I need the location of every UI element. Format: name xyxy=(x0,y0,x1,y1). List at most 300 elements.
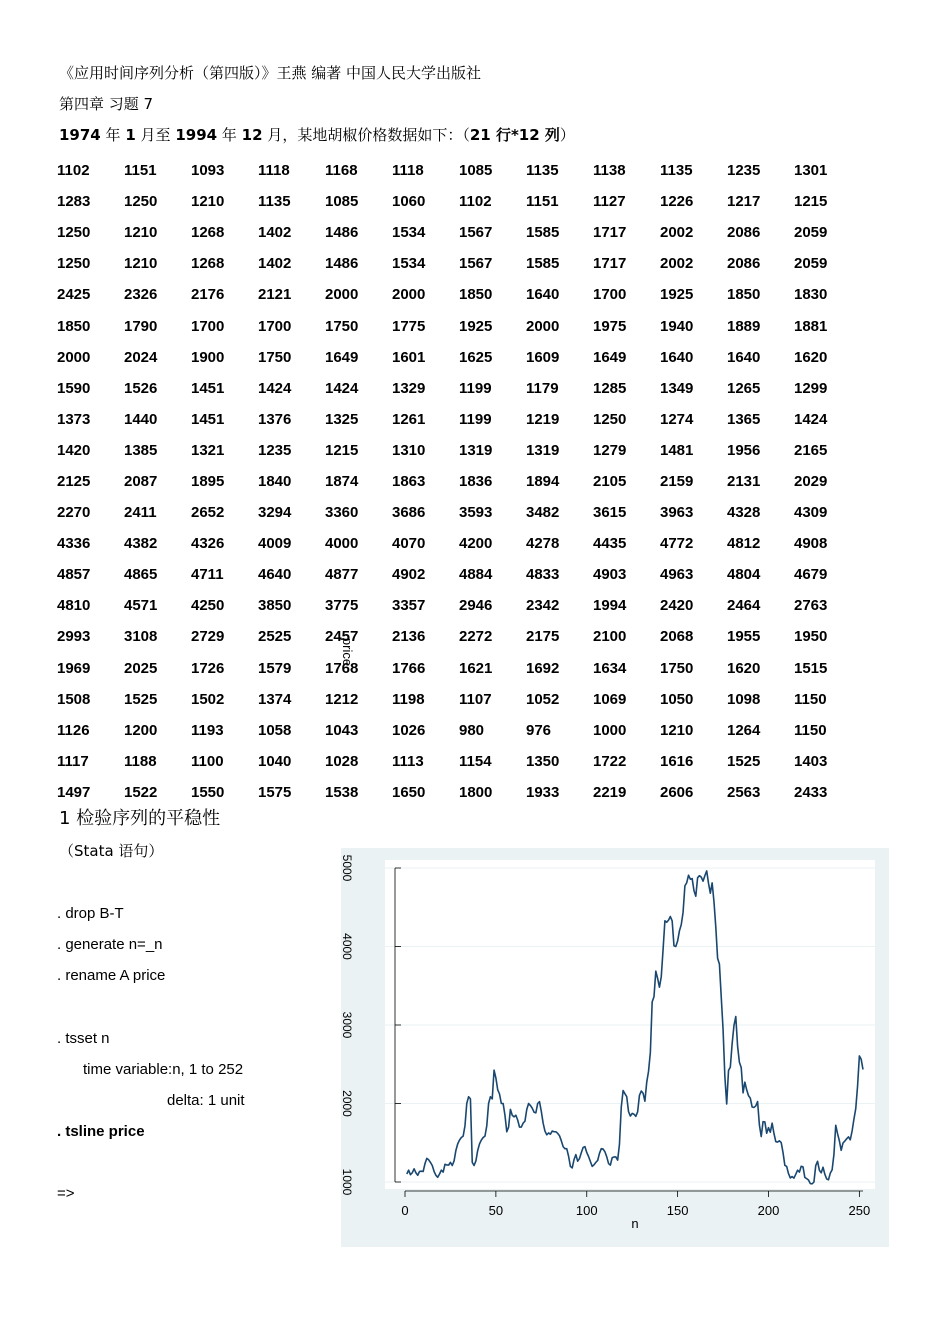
table-cell: 1212 xyxy=(325,690,359,708)
table-cell: 1210 xyxy=(124,224,158,242)
table-cell: 1526 xyxy=(124,379,158,397)
table-cell: 4884 xyxy=(459,566,493,584)
table-cell: 1210 xyxy=(124,255,158,273)
table-cell: 1168 xyxy=(325,162,358,180)
table-cell: 1522 xyxy=(124,783,158,801)
table-cell: 2342 xyxy=(526,597,560,615)
table-cell: 1264 xyxy=(727,721,761,739)
table-cell: 1151 xyxy=(124,162,157,180)
table-cell: 1135 xyxy=(660,162,693,180)
table-cell: 1424 xyxy=(794,410,828,428)
table-cell: 2086 xyxy=(727,255,761,273)
table-cell: 2025 xyxy=(124,659,158,677)
table-cell: 1085 xyxy=(325,193,359,211)
table-cell: 4711 xyxy=(191,566,224,584)
table-cell: 1424 xyxy=(325,379,359,397)
table-cell: 2136 xyxy=(392,628,426,646)
table-cell: 1052 xyxy=(526,690,560,708)
start-year: 1974 xyxy=(59,126,101,144)
table-cell: 1534 xyxy=(392,255,426,273)
command-rename: . rename A price xyxy=(57,967,166,984)
table-cell: 2420 xyxy=(660,597,694,615)
y-axis-label: price xyxy=(340,637,355,667)
table-cell: 2125 xyxy=(57,472,91,490)
table-cell: 1365 xyxy=(727,410,761,428)
table-cell: 1766 xyxy=(392,659,426,677)
table-cell: 4810 xyxy=(57,597,91,615)
table-cell: 1402 xyxy=(258,224,292,242)
table-row xyxy=(57,497,861,528)
table-cell: 1700 xyxy=(593,286,627,304)
x-tick-label: 50 xyxy=(488,1203,504,1218)
table-cell: 1800 xyxy=(459,783,493,801)
table-cell: 2993 xyxy=(57,628,91,646)
table-row xyxy=(57,653,861,684)
table-cell: 4679 xyxy=(794,566,828,584)
command-tsset: . tsset n xyxy=(57,1030,110,1047)
table-cell: 2729 xyxy=(191,628,225,646)
table-cell: 1040 xyxy=(258,752,292,770)
table-cell: 1235 xyxy=(727,162,761,180)
table-cell: 1050 xyxy=(660,690,694,708)
table-row xyxy=(57,248,861,279)
table-cell: 2105 xyxy=(593,472,627,490)
table-cell: 1135 xyxy=(258,193,291,211)
table-cell: 1235 xyxy=(258,441,292,459)
table-cell: 1525 xyxy=(727,752,761,770)
table-cell: 1199 xyxy=(459,379,492,397)
table-cell: 1319 xyxy=(459,441,493,459)
table-cell: 1508 xyxy=(57,690,91,708)
table-cell: 2176 xyxy=(191,286,225,304)
table-cell: 1043 xyxy=(325,721,359,739)
table-cell: 1000 xyxy=(593,721,627,739)
table-cell: 1840 xyxy=(258,472,292,490)
table-cell: 2159 xyxy=(660,472,694,490)
table-cell: 1956 xyxy=(727,441,761,459)
table-cell: 1102 xyxy=(57,162,90,180)
table-cell: 1900 xyxy=(191,348,225,366)
table-cell: 1650 xyxy=(392,783,426,801)
table-cell: 2165 xyxy=(794,441,828,459)
table-cell: 1575 xyxy=(258,783,292,801)
table-cell: 1451 xyxy=(191,379,225,397)
table-cell: 1060 xyxy=(392,193,426,211)
table-cell: 1226 xyxy=(660,193,694,211)
table-cell: 1150 xyxy=(794,721,827,739)
command-drop: . drop B-T xyxy=(57,905,124,922)
table-cell: 1329 xyxy=(392,379,426,397)
table-cell: 1215 xyxy=(325,441,359,459)
table-cell: 1274 xyxy=(660,410,694,428)
table-cell: 1118 xyxy=(258,162,290,180)
table-cell: 1863 xyxy=(392,472,426,490)
table-cell: 1268 xyxy=(191,224,225,242)
table-cell: 4963 xyxy=(660,566,694,584)
table-cell: 2002 xyxy=(660,224,694,242)
table-cell: 1775 xyxy=(392,317,426,335)
table-cell: 4833 xyxy=(526,566,560,584)
y-tick-label: 1000 xyxy=(340,1168,354,1196)
table-cell: 1894 xyxy=(526,472,560,490)
table-cell: 2131 xyxy=(727,472,761,490)
table-cell: 2525 xyxy=(258,628,292,646)
table-cell: 1940 xyxy=(660,317,694,335)
table-cell: 1616 xyxy=(660,752,694,770)
table-cell: 2000 xyxy=(57,348,91,366)
table-cell: 1250 xyxy=(593,410,627,428)
table-row xyxy=(57,466,861,497)
table-cell: 3686 xyxy=(392,504,426,522)
table-cell: 1640 xyxy=(660,348,694,366)
table-cell: 1179 xyxy=(526,379,559,397)
chapter-heading: 第四章 习题 7 xyxy=(59,95,154,113)
table-cell: 4857 xyxy=(57,566,91,584)
table-cell: 4382 xyxy=(124,535,158,553)
table-cell: 1836 xyxy=(459,472,493,490)
table-cell: 1285 xyxy=(593,379,627,397)
table-cell: 1486 xyxy=(325,255,359,273)
table-cell: 1283 xyxy=(57,193,91,211)
table-cell: 2763 xyxy=(794,597,828,615)
intro-text-5: ） xyxy=(559,126,575,144)
table-cell: 1700 xyxy=(258,317,292,335)
table-cell: 1700 xyxy=(191,317,225,335)
table-cell: 2000 xyxy=(392,286,426,304)
table-cell: 1550 xyxy=(191,783,225,801)
table-cell: 1350 xyxy=(526,752,560,770)
end-month: 12 xyxy=(241,126,263,144)
intro-text-2: 月至 xyxy=(140,126,171,144)
table-row xyxy=(57,217,861,248)
table-cell: 2000 xyxy=(526,317,560,335)
table-cell: 1402 xyxy=(258,255,292,273)
table-row xyxy=(57,373,861,404)
table-cell: 4200 xyxy=(459,535,493,553)
table-cell: 1321 xyxy=(191,441,225,459)
table-cell: 2059 xyxy=(794,224,828,242)
table-cell: 1102 xyxy=(459,193,492,211)
table-cell: 1881 xyxy=(794,317,828,335)
table-cell: 1722 xyxy=(593,752,627,770)
table-cell: 1210 xyxy=(191,193,225,211)
table-cell: 1250 xyxy=(57,224,91,242)
table-cell: 1640 xyxy=(526,286,560,304)
table-cell: 1481 xyxy=(660,441,694,459)
table-row xyxy=(57,559,861,590)
table-cell: 1299 xyxy=(794,379,828,397)
table-cell: 4336 xyxy=(57,535,91,553)
table-cell: 1486 xyxy=(325,224,359,242)
table-cell: 2002 xyxy=(660,255,694,273)
table-cell: 2068 xyxy=(660,628,694,646)
x-tick-label: 200 xyxy=(757,1203,780,1218)
table-cell: 3615 xyxy=(593,504,627,522)
table-cell: 2464 xyxy=(727,597,761,615)
table-cell: 1640 xyxy=(727,348,761,366)
table-row xyxy=(57,684,861,715)
table-cell: 1420 xyxy=(57,441,91,459)
table-cell: 4435 xyxy=(593,535,627,553)
table-cell: 4804 xyxy=(727,566,761,584)
table-cell: 2121 xyxy=(258,286,292,304)
table-cell: 1889 xyxy=(727,317,761,335)
table-cell: 1451 xyxy=(191,410,225,428)
table-cell: 2087 xyxy=(124,472,158,490)
table-cell: 1850 xyxy=(57,317,91,335)
table-cell: 1310 xyxy=(392,441,426,459)
table-cell: 1726 xyxy=(191,659,225,677)
table-cell: 1750 xyxy=(660,659,694,677)
table-cell: 1620 xyxy=(727,659,761,677)
table-cell: 1093 xyxy=(191,162,225,180)
x-axis-label: n xyxy=(631,1216,639,1231)
table-cell: 2433 xyxy=(794,783,828,801)
table-row xyxy=(57,715,861,746)
table-row xyxy=(57,777,861,808)
table-cell: 1994 xyxy=(593,597,627,615)
table-cell: 2425 xyxy=(57,286,91,304)
table-cell: 1138 xyxy=(593,162,626,180)
table-cell: 1279 xyxy=(593,441,627,459)
table-cell: 1925 xyxy=(660,286,694,304)
x-tick-label: 150 xyxy=(666,1203,689,1218)
table-cell: 1717 xyxy=(593,255,627,273)
data-intro xyxy=(59,125,575,145)
table-cell: 1127 xyxy=(593,193,626,211)
table-cell: 1585 xyxy=(526,255,560,273)
y-tick-label: 4000 xyxy=(340,933,354,960)
y-tick-label: 3000 xyxy=(340,1011,354,1039)
end-year: 1994 xyxy=(175,126,218,144)
table-cell: 2563 xyxy=(727,783,761,801)
table-cell: 1268 xyxy=(191,255,225,273)
table-row xyxy=(57,310,861,341)
table-cell: 4309 xyxy=(794,504,828,522)
table-cell: 1750 xyxy=(325,317,359,335)
table-cell: 1649 xyxy=(325,348,359,366)
table-cell: 4772 xyxy=(660,535,694,553)
table-cell: 1717 xyxy=(593,224,627,242)
table-cell: 1200 xyxy=(124,721,158,739)
table-cell: 1649 xyxy=(593,348,627,366)
table-cell: 3850 xyxy=(258,597,292,615)
table-row xyxy=(57,155,861,186)
table-cell: 2059 xyxy=(794,255,828,273)
table-row xyxy=(57,342,861,373)
table-cell: 1261 xyxy=(392,410,426,428)
table-cell: 1424 xyxy=(258,379,292,397)
table-cell: 1250 xyxy=(57,255,91,273)
table-cell: 4250 xyxy=(191,597,225,615)
table-cell: 4865 xyxy=(124,566,158,584)
table-cell: 1376 xyxy=(258,410,292,428)
table-cell: 1874 xyxy=(325,472,359,490)
table-cell: 1118 xyxy=(392,162,424,180)
table-cell: 4326 xyxy=(191,535,225,553)
table-cell: 2411 xyxy=(124,504,157,522)
table-cell: 4877 xyxy=(325,566,359,584)
tsset-output-delta: delta: 1 unit xyxy=(167,1092,245,1109)
table-cell: 1534 xyxy=(392,224,426,242)
table-cell: 1219 xyxy=(526,410,560,428)
table-cell: 1933 xyxy=(526,783,560,801)
book-title: 《应用时间序列分析（第四版）》王燕 编著 中国人民大学出版社 xyxy=(59,64,482,82)
table-row xyxy=(57,590,861,621)
table-cell: 1154 xyxy=(459,752,492,770)
table-cell: 1385 xyxy=(124,441,158,459)
table-cell: 1634 xyxy=(593,659,627,677)
table-cell: 976 xyxy=(526,721,552,739)
table-cell: 1950 xyxy=(794,628,828,646)
result-arrow: => xyxy=(57,1185,75,1202)
table-cell: 2100 xyxy=(593,628,627,646)
table-cell: 1126 xyxy=(57,721,90,739)
table-cell: 1058 xyxy=(258,721,292,739)
table-cell: 4908 xyxy=(794,535,828,553)
table-cell: 1403 xyxy=(794,752,828,770)
table-cell: 1151 xyxy=(526,193,559,211)
table-cell: 2270 xyxy=(57,504,91,522)
price-data-table xyxy=(57,155,861,808)
table-cell: 3357 xyxy=(392,597,426,615)
table-cell: 1790 xyxy=(124,317,158,335)
table-cell: 1538 xyxy=(325,783,359,801)
table-cell: 1199 xyxy=(459,410,492,428)
table-cell: 1525 xyxy=(124,690,158,708)
table-cell: 1590 xyxy=(57,379,91,397)
table-cell: 1373 xyxy=(57,410,91,428)
table-cell: 3108 xyxy=(124,628,158,646)
table-cell: 2652 xyxy=(191,504,225,522)
table-cell: 2024 xyxy=(124,348,158,366)
table-cell: 1609 xyxy=(526,348,560,366)
table-row xyxy=(57,404,861,435)
command-generate: . generate n=_n xyxy=(57,936,163,953)
table-cell: 1349 xyxy=(660,379,694,397)
table-cell: 4328 xyxy=(727,504,761,522)
table-cell: 1601 xyxy=(392,348,426,366)
table-cell: 2326 xyxy=(124,286,158,304)
x-tick-label: 250 xyxy=(848,1203,871,1218)
table-cell: 4000 xyxy=(325,535,359,553)
table-cell: 1502 xyxy=(191,690,225,708)
table-cell: 1895 xyxy=(191,472,225,490)
table-cell: 1374 xyxy=(258,690,292,708)
section-heading: 1 检验序列的平稳性 xyxy=(59,808,221,829)
table-cell: 1100 xyxy=(191,752,224,770)
table-cell: 1969 xyxy=(57,659,91,677)
start-month: 1 xyxy=(125,126,136,144)
table-cell: 1069 xyxy=(593,690,627,708)
stata-label: （Stata 语句） xyxy=(59,842,164,860)
table-cell: 1925 xyxy=(459,317,493,335)
table-cell: 1585 xyxy=(526,224,560,242)
table-cell: 1325 xyxy=(325,410,359,428)
table-cell: 2606 xyxy=(660,783,694,801)
table-cell: 1567 xyxy=(459,224,493,242)
table-cell: 1188 xyxy=(124,752,157,770)
table-cell: 1193 xyxy=(191,721,224,739)
tsset-output-time-variable: time variable:n, 1 to 252 xyxy=(83,1061,244,1078)
table-cell: 1955 xyxy=(727,628,761,646)
table-row xyxy=(57,435,861,466)
table-cell: 1830 xyxy=(794,286,828,304)
table-cell: 1117 xyxy=(57,752,89,770)
table-cell: 3775 xyxy=(325,597,359,615)
command-tsline: . tsline price xyxy=(57,1123,145,1140)
table-cell: 1567 xyxy=(459,255,493,273)
table-cell: 4278 xyxy=(526,535,560,553)
table-row xyxy=(57,279,861,310)
table-cell: 1085 xyxy=(459,162,493,180)
table-cell: 980 xyxy=(459,721,485,739)
table-dimensions: 21 行*12 列 xyxy=(469,126,560,144)
table-cell: 1217 xyxy=(727,193,761,211)
table-row xyxy=(57,621,861,652)
table-cell: 2000 xyxy=(325,286,359,304)
table-cell: 1768 xyxy=(325,659,359,677)
table-cell: 3593 xyxy=(459,504,493,522)
table-cell: 1107 xyxy=(459,690,492,708)
table-row xyxy=(57,186,861,217)
table-cell: 1319 xyxy=(526,441,560,459)
table-cell: 1265 xyxy=(727,379,761,397)
x-tick-label: 100 xyxy=(575,1203,598,1218)
table-cell: 3360 xyxy=(325,504,359,522)
y-tick-label: 5000 xyxy=(340,854,354,882)
table-cell: 2946 xyxy=(459,597,493,615)
table-cell: 3482 xyxy=(526,504,560,522)
table-cell: 4903 xyxy=(593,566,627,584)
table-cell: 1215 xyxy=(794,193,828,211)
y-tick-label: 2000 xyxy=(340,1090,354,1117)
table-cell: 1515 xyxy=(794,659,828,677)
table-cell: 1113 xyxy=(392,752,424,770)
table-cell: 4070 xyxy=(392,535,426,553)
table-cell: 3294 xyxy=(258,504,292,522)
table-cell: 1850 xyxy=(727,286,761,304)
table-cell: 4640 xyxy=(258,566,292,584)
table-cell: 2219 xyxy=(593,783,627,801)
table-cell: 1975 xyxy=(593,317,627,335)
table-cell: 1150 xyxy=(794,690,827,708)
table-cell: 1750 xyxy=(258,348,292,366)
table-cell: 2086 xyxy=(727,224,761,242)
table-cell: 1497 xyxy=(57,783,91,801)
table-cell: 1026 xyxy=(392,721,426,739)
table-cell: 4812 xyxy=(727,535,761,553)
table-cell: 2457 xyxy=(325,628,359,646)
table-row xyxy=(57,528,861,559)
intro-text-3: 年 xyxy=(221,126,237,144)
table-cell: 1579 xyxy=(258,659,292,677)
table-row xyxy=(57,746,861,777)
table-cell: 1135 xyxy=(526,162,559,180)
table-cell: 1028 xyxy=(325,752,359,770)
table-cell: 1098 xyxy=(727,690,761,708)
table-cell: 3963 xyxy=(660,504,694,522)
table-cell: 1692 xyxy=(526,659,560,677)
table-cell: 4009 xyxy=(258,535,292,553)
table-cell: 4902 xyxy=(392,566,426,584)
intro-text-4: 月，某地胡椒价格数据如下：（ xyxy=(267,126,470,144)
intro-text-1: 年 xyxy=(105,126,121,144)
table-cell: 1198 xyxy=(392,690,425,708)
table-cell: 1620 xyxy=(794,348,828,366)
table-cell: 1850 xyxy=(459,286,493,304)
table-cell: 1301 xyxy=(794,162,828,180)
